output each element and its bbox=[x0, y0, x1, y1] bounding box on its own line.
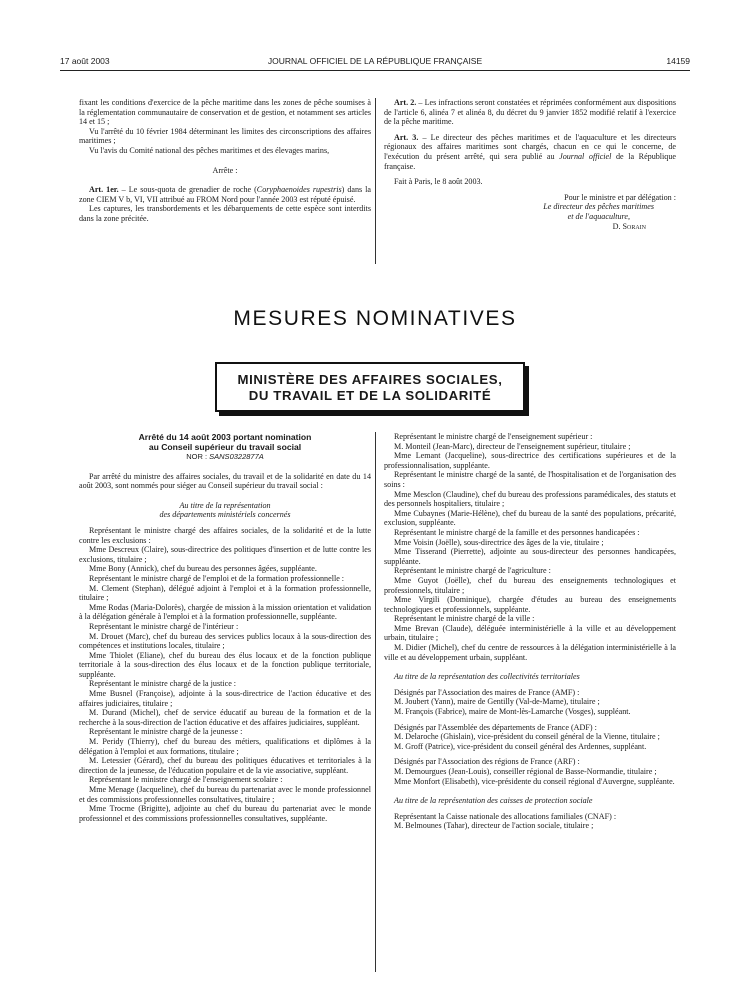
subsection-heading: Au titre de la représentation des caisses de protection sociale bbox=[394, 796, 593, 806]
header-page-number: 14159 bbox=[666, 56, 690, 66]
paragraph: M. Clement (Stephan), délégué adjoint à l'emploi et à la formation professionnelle, titulaire ; bbox=[79, 583, 371, 603]
paragraph: Représentant le ministre chargé de l'agriculture : bbox=[394, 566, 551, 576]
paragraph: M. Delaroche (Ghislain), vice-président du conseil général de la Vienne, titulaire ; bbox=[394, 732, 660, 742]
paragraph: M. Drouet (Marc), chef du bureau des services publics locaux à la sous-direction des compétences et institutions locales, titulaire ; bbox=[79, 631, 371, 651]
paragraph: Mme Mesclon (Claudine), chef du bureau des professions paramédicales, des statuts et des personnels hospitaliers, titulaire ; bbox=[384, 489, 676, 509]
nor-label: NOR : bbox=[186, 452, 210, 461]
journal-name: Journal officiel bbox=[559, 151, 612, 161]
paragraph: Vu l'arrêté du 10 février 1984 déterminant les limites des circonscriptions des affaires maritimes ; bbox=[79, 126, 371, 146]
paragraph: Représentant le ministre chargé de la famille et des personnes handicapées : bbox=[394, 527, 640, 537]
top-left-column bbox=[79, 98, 371, 224]
paragraph: Mme Descreux (Claire), sous-directrice des politiques d'insertion et de lutte contre les exclusions, titulaire ; bbox=[79, 545, 371, 564]
paragraph: Mme Lemant (Jacqueline), sous-directrice des certifications supérieures et de la professionnalisation, suppléante. bbox=[384, 451, 676, 470]
article-text: – Les infractions seront constatées et réprimées conformément aux dispositions de l'article 6, alinéa 7 et alinéa 8, du décret du 9 janvier 1852 modifié relatif à l'exercice de la pêche maritime. bbox=[384, 98, 676, 127]
paragraph: Représentant le ministre chargé de la santé, de l'hospitalisation et de l'organisation des soins : bbox=[384, 470, 676, 489]
header-journal-title: JOURNAL OFFICIEL DE LA RÉPUBLIQUE FRANÇAISE bbox=[267, 56, 483, 66]
subsection-heading: Au titre de la représentation bbox=[179, 500, 271, 510]
paragraph: Mme Brevan (Claude), déléguée interministérielle à la ville et au développement urbain, titulaire ; bbox=[384, 623, 676, 643]
article-3 bbox=[384, 133, 676, 171]
paragraph: Mme Monfort (Elisabeth), vice-présidente du conseil régional d'Auvergne, suppléante. bbox=[394, 776, 675, 786]
article-1 bbox=[79, 185, 371, 204]
header-date: 17 août 2003 bbox=[60, 56, 110, 66]
paragraph: Mme Guyot (Joëlle), chef du bureau des enseignements technologiques et professionnels, titulaire ; bbox=[384, 575, 676, 595]
paragraph: Représentant le ministre chargé de la jeunesse : bbox=[89, 727, 243, 737]
subsection-heading: Au titre de la représentation des collectivités territoriales bbox=[394, 672, 580, 682]
paragraph: Mme Busnel (Françoise), adjointe à la sous-directrice de l'action éducative et des affaires judiciaires, titulaire ; bbox=[79, 689, 371, 708]
article-text: de la République française. bbox=[384, 151, 676, 171]
paragraph: Représentant le ministre chargé de la ville : bbox=[394, 614, 535, 624]
ministry-heading-box bbox=[215, 362, 525, 412]
paragraph: Représentant la Caisse nationale des allocations familiales (CNAF) : bbox=[394, 811, 617, 821]
nor-code: SANS0322877A bbox=[209, 452, 264, 461]
paragraph: M. François (Fabrice), maire de Mont-lès-Lamarche (Vosges), suppléant. bbox=[394, 707, 631, 717]
column-divider bbox=[375, 98, 376, 264]
paragraph: Par arrêté du ministre des affaires sociales, du travail et de la solidarité en date du 14 août 2003, sont nommés pour siéger au Conseil supérieur du travail social : bbox=[79, 471, 371, 491]
paragraph: Les captures, les transbordements et les débarquements de cette espèce sont interdits dans la zone précitée. bbox=[79, 204, 371, 223]
paragraph: Représentant le ministre chargé de l'enseignement scolaire : bbox=[89, 775, 283, 785]
article-label: Art. 2. bbox=[394, 98, 417, 107]
nor-reference bbox=[79, 452, 371, 462]
paragraph: Représentant le ministre chargé de l'intérieur : bbox=[89, 621, 239, 631]
header-rule bbox=[60, 70, 690, 71]
article-text: – Le sous-quota de grenadier de roche ( bbox=[118, 185, 257, 195]
section-title: MESURES NOMINATIVES bbox=[233, 307, 517, 330]
paragraph: fixant les conditions d'exercice de la pêche maritime dans les zones de pêche soumises à la réglementation communautaire de conservation et de gestion, et notamment ses articles 14 et 15 ; bbox=[79, 98, 371, 127]
paragraph: Désignés par l'Association des maires de France (AMF) : bbox=[394, 687, 580, 697]
signature-date: Fait à Paris, le 8 août 2003. bbox=[394, 177, 483, 187]
signature-title: Le directeur des pêches maritimes bbox=[543, 202, 654, 212]
paragraph: Représentant le ministre chargé des affaires sociales, de la solidarité et de la lutte contre les exclusions : bbox=[79, 525, 371, 545]
paragraph: M. Durand (Michel), chef de service éducatif au bureau de la formation et de la recherche à la sous-direction de l'action éducative et des affaires judiciaires, suppléant. bbox=[79, 708, 371, 727]
arrete-title: Arrêté du 14 août 2003 portant nomination bbox=[138, 432, 312, 442]
paragraph: Vu l'avis du Comité national des pêches maritimes et des élevages marins, bbox=[89, 145, 330, 155]
paragraph: Représentant le ministre chargé de l'enseignement supérieur : bbox=[394, 432, 593, 441]
article-2 bbox=[384, 98, 676, 127]
page-header bbox=[60, 56, 690, 70]
arrete-title: au Conseil supérieur du travail social bbox=[148, 442, 302, 452]
signature-name: D. Sorain bbox=[612, 221, 646, 231]
top-right-column bbox=[384, 98, 676, 231]
paragraph: Mme Voisin (Joëlle), sous-directrice des âges de la vie, titulaire ; bbox=[394, 537, 604, 547]
ministry-line: MINISTÈRE DES AFFAIRES SOCIALES, bbox=[237, 372, 503, 387]
paragraph: Mme Menage (Jacqueline), chef du bureau du partenariat avec le monde professionnel et des commissions professionnelles consultatives, titulaire ; bbox=[79, 785, 371, 804]
paragraph: Désignés par l'Assemblée des départements de France (ADF) : bbox=[394, 722, 597, 732]
paragraph: M. Demourgues (Jean-Louis), conseiller régional de Basse-Normandie, titulaire ; bbox=[394, 767, 657, 776]
paragraph: M. Monteil (Jean-Marc), directeur de l'enseignement supérieur, titulaire ; bbox=[394, 441, 631, 451]
subsection-heading: des départements ministériels concernés bbox=[159, 510, 291, 520]
article-text: ) dans la zone CIEM V b, VI, VII attribué au FROM Nord pour l'année 2003 est réputé épuisé. bbox=[79, 185, 372, 204]
paragraph: M. Groff (Patrice), vice-président du conseil général des Ardennes, suppléant. bbox=[394, 741, 647, 751]
paragraph: Mme Thiolet (Eliane), chef du bureau des élus locaux et de la fonction publique territoriale à la sous-direction des élus locaux et de la fonction publique territoriale, suppléante. bbox=[79, 650, 371, 679]
paragraph: Mme Tisserand (Pierrette), adjointe au sous-directeur des personnes handicapées, suppléante. bbox=[384, 547, 676, 566]
paragraph: M. Belmounes (Tahar), directeur de l'action sociale, titulaire ; bbox=[394, 821, 594, 831]
species-name: Coryphaenoides rupestris bbox=[256, 185, 342, 195]
signature-delegation: Pour le ministre et par délégation : bbox=[564, 192, 676, 202]
paragraph: Mme Cubaynes (Marie-Hélène), chef du bureau de la santé des populations, précarité, exclusion, suppléante. bbox=[384, 508, 676, 528]
ministry-line: DU TRAVAIL ET DE LA SOLIDARITÉ bbox=[248, 388, 492, 403]
paragraph: Représentant le ministre chargé de la justice : bbox=[89, 679, 237, 689]
paragraph: Désignés par l'Association des régions de France (ARF) : bbox=[394, 757, 580, 767]
paragraph: Mme Rodas (Maria-Dolorès), chargée de mission à la mission orientation et validation à la délégation générale à l'emploi et à la formation professionnelle, suppléante. bbox=[79, 602, 371, 622]
article-label: Art. 3. bbox=[394, 132, 419, 142]
paragraph: M. Didier (Michel), chef du centre de ressources à la délégation interministérielle à la ville et au développement urbain, suppléant. bbox=[384, 643, 676, 662]
bottom-right-column bbox=[384, 432, 676, 831]
arrete-label: Arrête : bbox=[212, 165, 238, 175]
article-label: Art. 1er. bbox=[89, 185, 119, 195]
bottom-left-column bbox=[79, 432, 371, 823]
paragraph: Mme Bony (Annick), chef du bureau des personnes âgées, suppléante. bbox=[89, 564, 317, 574]
signature-title: et de l'aquaculture, bbox=[567, 211, 630, 221]
paragraph: M. Letessier (Gérard), chef du bureau des politiques éducatives et territoriales à la direction de la jeunesse, de l'éducation populaire et de la vie associative, suppléant. bbox=[79, 756, 371, 775]
paragraph: M. Peridy (Thierry), chef du bureau des métiers, qualifications et diplômes à la délégation à l'emploi et aux formations, titulaire ; bbox=[79, 737, 371, 756]
paragraph: M. Joubert (Yann), maire de Gentilly (Val-de-Marne), titulaire ; bbox=[394, 697, 600, 707]
paragraph: Représentant le ministre chargé de l'emploi et de la formation professionnelle : bbox=[89, 573, 345, 583]
column-divider bbox=[375, 432, 376, 972]
paragraph: Mme Trocme (Brigitte), adjointe au chef du bureau du partenariat avec le monde professionnel et des commissions professionnelles consultatives, suppléante. bbox=[79, 804, 371, 823]
paragraph: Mme Virgili (Dominique), chargée d'études au bureau des enseignements technologiques et professionnels, suppléante. bbox=[384, 595, 676, 614]
article-text: – Le directeur des pêches maritimes et de l'aquaculture et les directeurs régionaux des affaires maritimes sont chargés, chacun en ce qui le concerne, de l'exécution du présent arrêté, qui sera publié au bbox=[384, 132, 677, 161]
